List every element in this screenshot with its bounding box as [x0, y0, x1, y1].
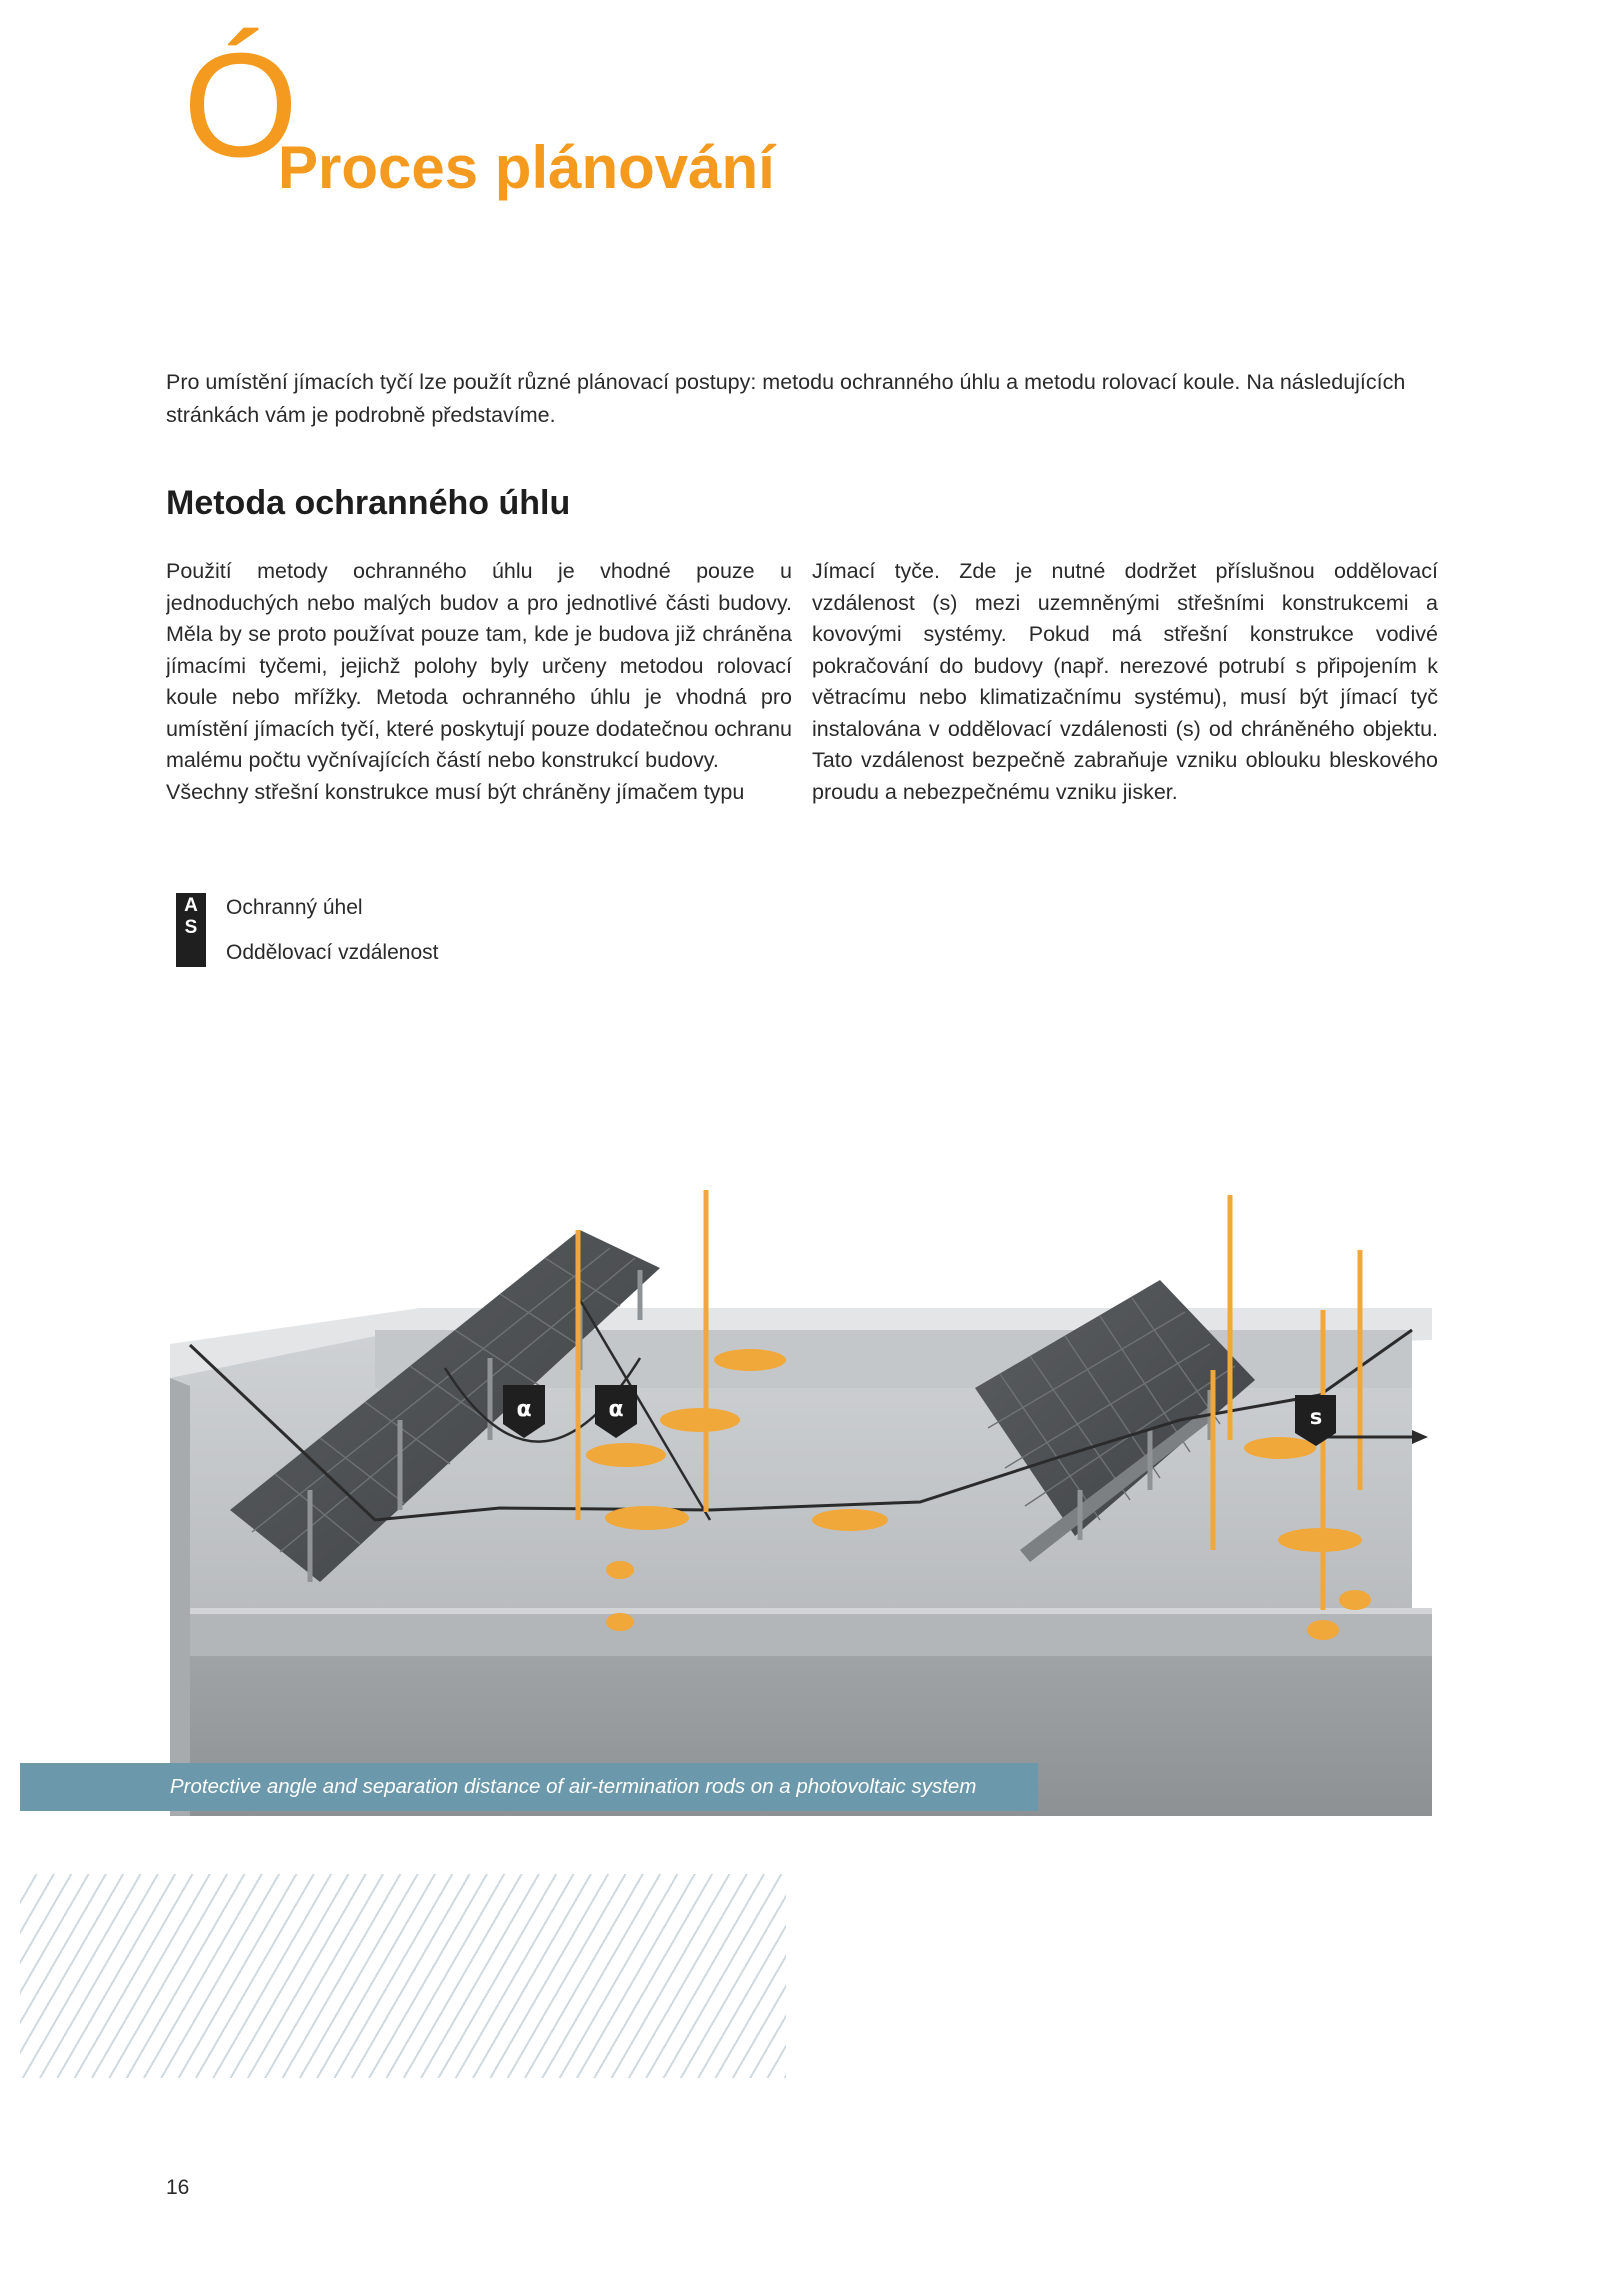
legend-letter-a: A: [184, 895, 198, 916]
legend-letter-s: S: [184, 917, 198, 938]
right-text-column: [812, 556, 1438, 846]
hatched-decoration: [20, 1874, 786, 2078]
legend-item-protective-angle: Ochranný úhel: [226, 896, 363, 919]
alpha-label: α: [608, 1397, 624, 1422]
page-title: Proces plánování: [278, 134, 775, 201]
figure-caption: Protective angle and separation distance of air-termination rods on a photovoltaic system: [170, 1775, 977, 1798]
body-paragraph: Použití metody ochranného úhlu je vhodné pouze u jednoduchých nebo malých budov a pro jednotlivé části budovy. Měla by se proto používat pouze tam, kde je budova již chráněna jímacími tyčemi, jejichž polohy byly určeny metodou rolovací koule nebo mřížky. Metoda ochranného úhlu je vhodná pro umístění jímacích tyčí, které poskytují pouze dodatečnou ochranu malému počtu vyčnívajících částí nebo konstrukcí budovy.: [166, 559, 792, 772]
separation-label: s: [1309, 1405, 1323, 1429]
section-heading: Metoda ochranného úhlu: [166, 484, 571, 522]
page-number: 16: [166, 2176, 190, 2199]
figure-caption-bar: [20, 1763, 1038, 1811]
legend-marker: [176, 893, 206, 967]
decorative-initial-glyph: Ó: [183, 23, 297, 188]
body-paragraph: Všechny střešní konstrukce musí být chráněny jímačem typu: [166, 779, 745, 804]
pv-roof-illustration: [20, 1190, 1432, 1816]
legend-item-separation-distance: Oddělovací vzdálenost: [226, 941, 439, 964]
left-text-column: [166, 556, 792, 846]
body-paragraph: Jímací tyče. Zde je nutné dodržet příslušnou oddělovací vzdálenost (s) mezi uzemněnými střešními konstrukcemi a kovovými systémy. Pokud má střešní konstrukce vodivé pokračování do budovy (např. nerezové potrubí s připojením k větracímu nebo klimatizačnímu systému), musí být jímací tyč instalována v oddělovací vzdálenosti (s) od chráněného objektu. Tato vzdálenost bezpečně zabraňuje vzniku oblouku bleskového proudu a nebezpečnému vzniku jisker.: [812, 559, 1438, 804]
alpha-label: α: [516, 1397, 532, 1422]
intro-paragraph: Pro umístění jímacích tyčí lze použít různé plánovací postupy: metodu ochranného úhlu a metodu rolovací koule. Na následujících stránkách vám je podrobně představíme.: [166, 370, 1406, 427]
